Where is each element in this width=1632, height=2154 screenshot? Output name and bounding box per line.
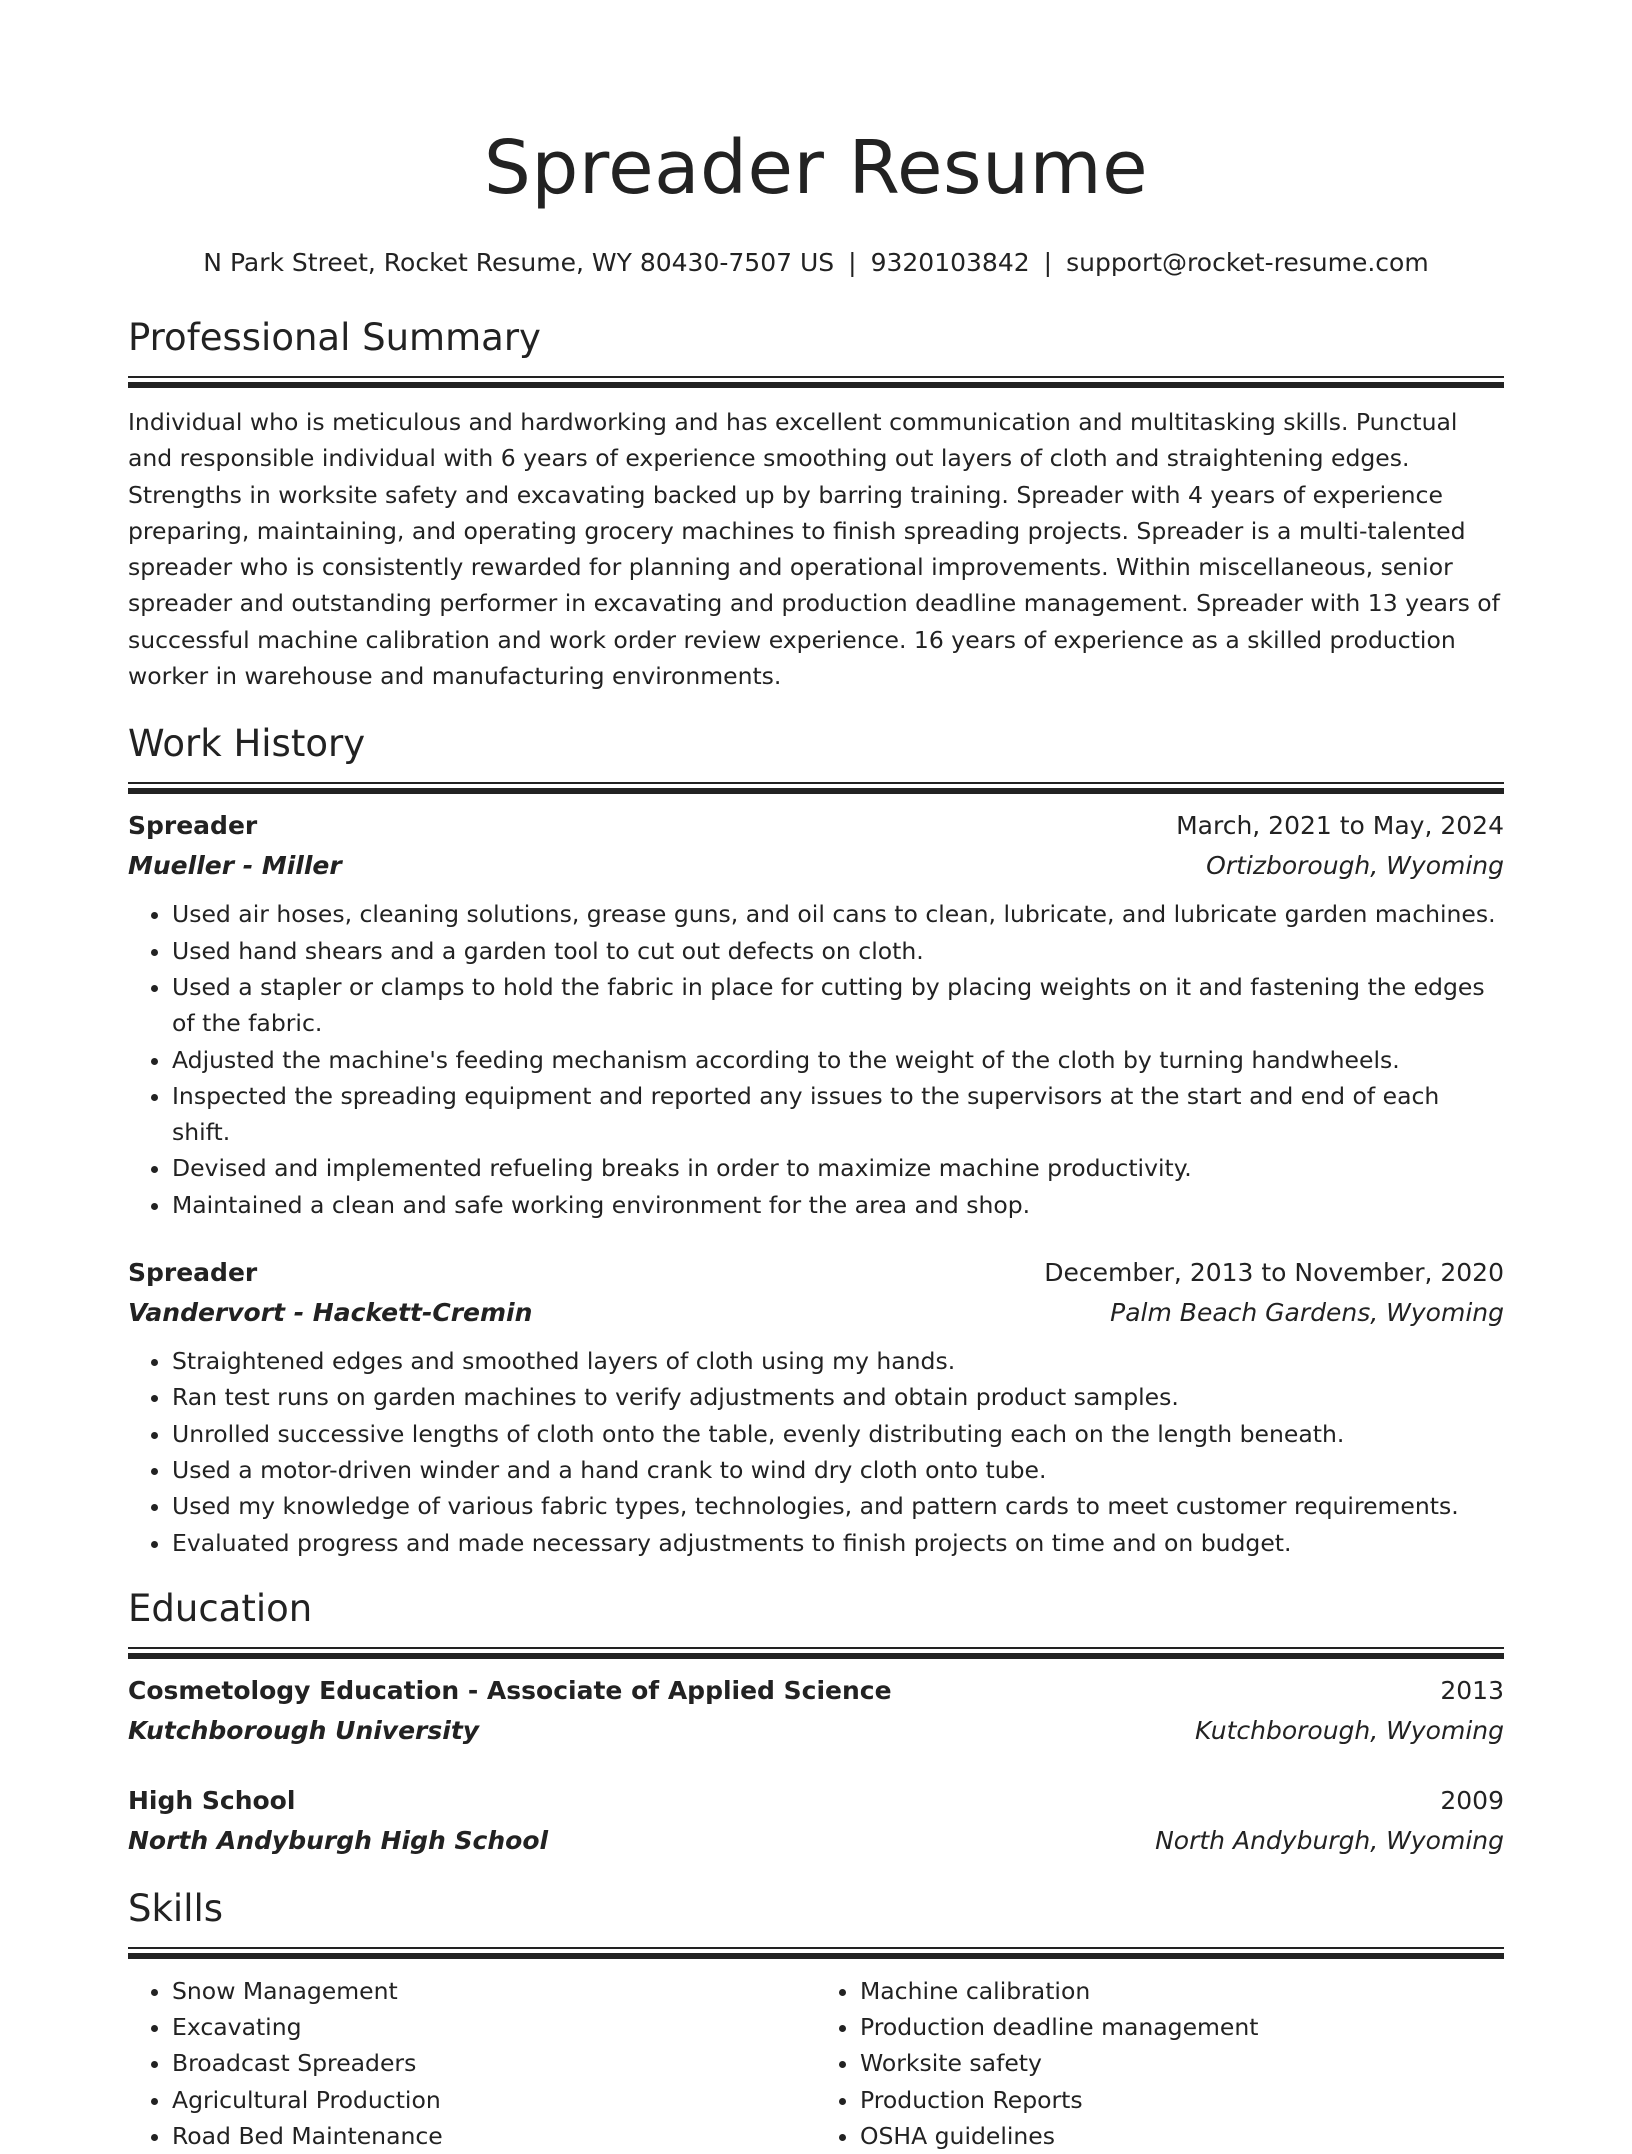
list-item: • Ran test runs on garden machines to verify adjustments and obtain product samples.: [172, 1379, 1504, 1415]
list-item: • Snow Management: [172, 1973, 816, 2009]
work-section: [128, 720, 1504, 1560]
job-bullets: [128, 1343, 1504, 1561]
section-divider: [128, 376, 1504, 388]
list-item: • Unrolled successive lengths of cloth onto the table, evenly distributing each on the length beneath.: [172, 1416, 1504, 1452]
education-year: 2013: [1440, 1675, 1504, 1705]
skills-list: [816, 1973, 1504, 2154]
education-location: Kutchborough, Wyoming: [1195, 1715, 1504, 1745]
section-title-education: Education: [128, 1586, 313, 1630]
list-item: • Broadcast Spreaders: [172, 2045, 816, 2081]
list-item: • Worksite safety: [860, 2045, 1504, 2081]
list-item: • Evaluated progress and made necessary adjustments to finish projects on time and on budget.: [172, 1525, 1504, 1561]
skills-column-right: [816, 1973, 1504, 2154]
job-location: Ortizborough, Wyoming: [1206, 851, 1504, 881]
list-item: • Inspected the spreading equipment and reported any issues to the supervisors at the start and end of each shift.: [172, 1078, 1504, 1151]
job-location: Palm Beach Gardens, Wyoming: [1110, 1298, 1504, 1328]
education-location: North Andyburgh, Wyoming: [1155, 1825, 1504, 1855]
job-title: Spreader: [128, 1258, 258, 1288]
education-school: North Andyburgh High School: [128, 1825, 549, 1855]
section-divider: [128, 1947, 1504, 1959]
list-item: • OSHA guidelines: [860, 2118, 1504, 2154]
list-item: • Devised and implemented refueling breaks in order to maximize machine productivity.: [172, 1150, 1504, 1186]
education-year: 2009: [1440, 1785, 1504, 1815]
contact-address: N Park Street, Rocket Resume, WY 80430-7507 US: [203, 248, 835, 277]
skills-grid: [128, 1973, 1504, 2154]
list-item: • Machine calibration: [860, 1973, 1504, 2009]
list-item: • Used a motor-driven winder and a hand crank to wind dry cloth onto tube.: [172, 1452, 1504, 1488]
skills-column-left: [128, 1973, 816, 2154]
education-entry: [128, 1671, 1504, 1751]
resume-name: Spreader Resume: [483, 125, 1149, 211]
job-company: Vandervort - Hackett-Cremin: [128, 1298, 533, 1328]
job-dates: December, 2013 to November, 2020: [1044, 1258, 1504, 1288]
summary-section: [128, 314, 1504, 694]
section-divider: [128, 782, 1504, 794]
job-entry: [128, 1253, 1504, 1561]
list-item: • Adjusted the machine's feeding mechanism according to the weight of the cloth by turning handwheels.: [172, 1042, 1504, 1078]
list-item: • Used my knowledge of various fabric types, technologies, and pattern cards to meet customer requirements.: [172, 1488, 1504, 1524]
job-bullets: [128, 896, 1504, 1223]
education-section: [128, 1585, 1504, 1861]
list-item: • Used hand shears and a garden tool to cut out defects on cloth.: [172, 933, 1504, 969]
skills-section: [128, 1885, 1504, 2154]
contact-phone: 9320103842: [870, 248, 1030, 277]
contact-separator: |: [1043, 248, 1053, 277]
list-item: • Straightened edges and smoothed layers of cloth using my hands.: [172, 1343, 1504, 1379]
list-item: • Excavating: [172, 2009, 816, 2045]
summary-text: Individual who is meticulous and hardworking and has excellent communication and multitasking skills. Punctual and responsible individual with 6 years of experience smoothing out layers of cloth and straightening edges. Strengths in worksite safety and excavating backed up by barring training. Spreader with 4 years of experience preparing, maintaining, and operating grocery machines to finish spreading projects. Spreader is a multi-talented spreader who is consistently rewarded for planning and operational improvements. Within miscellaneous, senior spreader and outstanding performer in excavating and production deadline management. Spreader with 13 years of successful machine calibration and work order review experience. 16 years of experience as a skilled production worker in warehouse and manufacturing environments.: [128, 408, 1500, 691]
job-title: Spreader: [128, 811, 258, 841]
contact-email: support@rocket-resume.com: [1066, 248, 1429, 277]
job-company: Mueller - Miller: [128, 851, 342, 881]
list-item: • Maintained a clean and safe working environment for the area and shop.: [172, 1187, 1504, 1223]
skills-list: [128, 1973, 816, 2154]
education-school: Kutchborough University: [128, 1715, 480, 1745]
section-title-skills: Skills: [128, 1886, 224, 1930]
section-divider: [128, 1647, 1504, 1659]
list-item: • Used a stapler or clamps to hold the fabric in place for cutting by placing weights on it and fastening the edges of the fabric.: [172, 969, 1504, 1042]
education-degree: Cosmetology Education - Associate of Applied Science: [128, 1675, 892, 1705]
list-item: • Road Bed Maintenance: [172, 2118, 816, 2154]
education-entry: [128, 1781, 1504, 1861]
list-item: • Production deadline management: [860, 2009, 1504, 2045]
section-title-summary: Professional Summary: [128, 316, 541, 359]
job-dates: March, 2021 to May, 2024: [1176, 811, 1504, 841]
contact-line: [128, 246, 1504, 280]
list-item: • Production Reports: [860, 2082, 1504, 2118]
contact-separator: |: [848, 248, 857, 277]
list-item: • Agricultural Production: [172, 2082, 816, 2118]
education-degree: High School: [128, 1785, 296, 1815]
job-entry: [128, 806, 1504, 1223]
section-title-work: Work History: [128, 722, 366, 766]
list-item: • Used air hoses, cleaning solutions, grease guns, and oil cans to clean, lubricate, and lubricate garden machines.: [172, 896, 1504, 932]
